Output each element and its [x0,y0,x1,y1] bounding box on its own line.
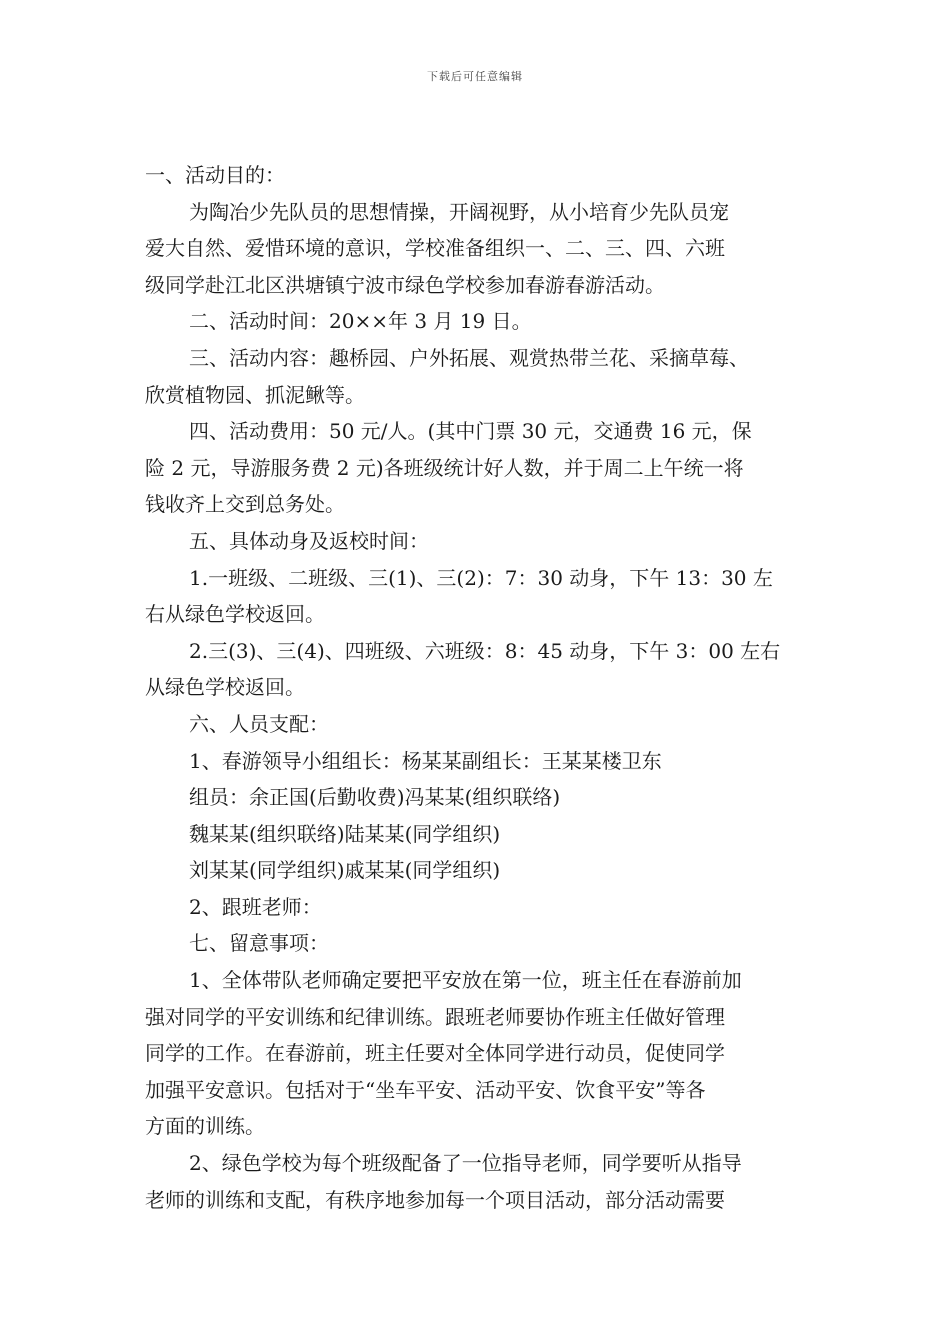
text-line: 七、留意事项： [189,931,329,956]
text-line: 三、活动内容：趣桥园、户外拓展、观赏热带兰花、采摘草莓、 [189,345,749,370]
text-line: 组员：余正国(后勤收费)冯某某(组织联络) [189,785,561,810]
text-line: 钱收齐上交到总务处。 [145,492,345,517]
text-line: 老师的训练和支配，有秩序地参加每一个项目活动，部分活动需要 [145,1187,725,1212]
text-line: 强对同学的平安训练和纪律训练。跟班老师要协作班主任做好管理 [145,1004,725,1029]
text-line: 2、跟班老师： [189,894,322,919]
text-line: 同学的工作。在春游前，班主任要对全体同学进行动员，促使同学 [145,1041,725,1066]
text-line: 二、活动时间：20××年 3 月 19 日。 [189,309,532,334]
text-line: 欣赏植物园、抓泥鳅等。 [145,382,365,407]
text-line: 六、人员支配： [189,711,329,736]
text-line: 刘某某(同学组织)戚某某(同学组织) [189,858,501,883]
text-line: 1.一班级、二班级、三(1)、三(2)：7：30 动身，下午 13：30 左 [189,565,773,590]
text-line: 爱大自然、爱惜环境的意识，学校准备组织一、二、三、四、六班 [145,236,725,261]
text-line: 级同学赴江北区洪塘镇宁波市绿色学校参加春游春游活动。 [145,272,665,297]
text-line: 1、春游领导小组组长：杨某某副组长：王某某楼卫东 [189,748,662,773]
text-line: 2.三(3)、三(4)、四班级、六班级：8：45 动身，下午 3：00 左右 [189,638,781,663]
text-line: 魏某某(组织联络)陆某某(同学组织) [189,821,501,846]
text-line: 为陶冶少先队员的思想情操，开阔视野，从小培育少先队员宠 [189,199,729,224]
text-line: 加强平安意识。包括对于“坐车平安、活动平安、饮食平安”等各 [145,1077,706,1102]
text-line: 右从绿色学校返回。 [145,602,325,627]
text-line: 险 2 元，导游服务费 2 元)各班级统计好人数，并于周二上午统一将 [145,455,744,480]
text-line: 从绿色学校返回。 [145,675,305,700]
text-line: 一、活动目的： [145,163,285,187]
text-line: 2、绿色学校为每个班级配备了一位指导老师，同学要听从指导 [189,1151,742,1176]
text-line: 五、具体动身及返校时间： [189,528,429,553]
text-line: 方面的训练。 [145,1114,265,1139]
text-line: 1、全体带队老师确定要把平安放在第一位，班主任在春游前加 [189,968,742,993]
text-line: 四、活动费用：50 元/人。(其中门票 30 元，交通费 16 元，保 [189,419,752,444]
document-body [145,157,820,1218]
header-note: 下载后可任意编辑 [427,70,523,83]
